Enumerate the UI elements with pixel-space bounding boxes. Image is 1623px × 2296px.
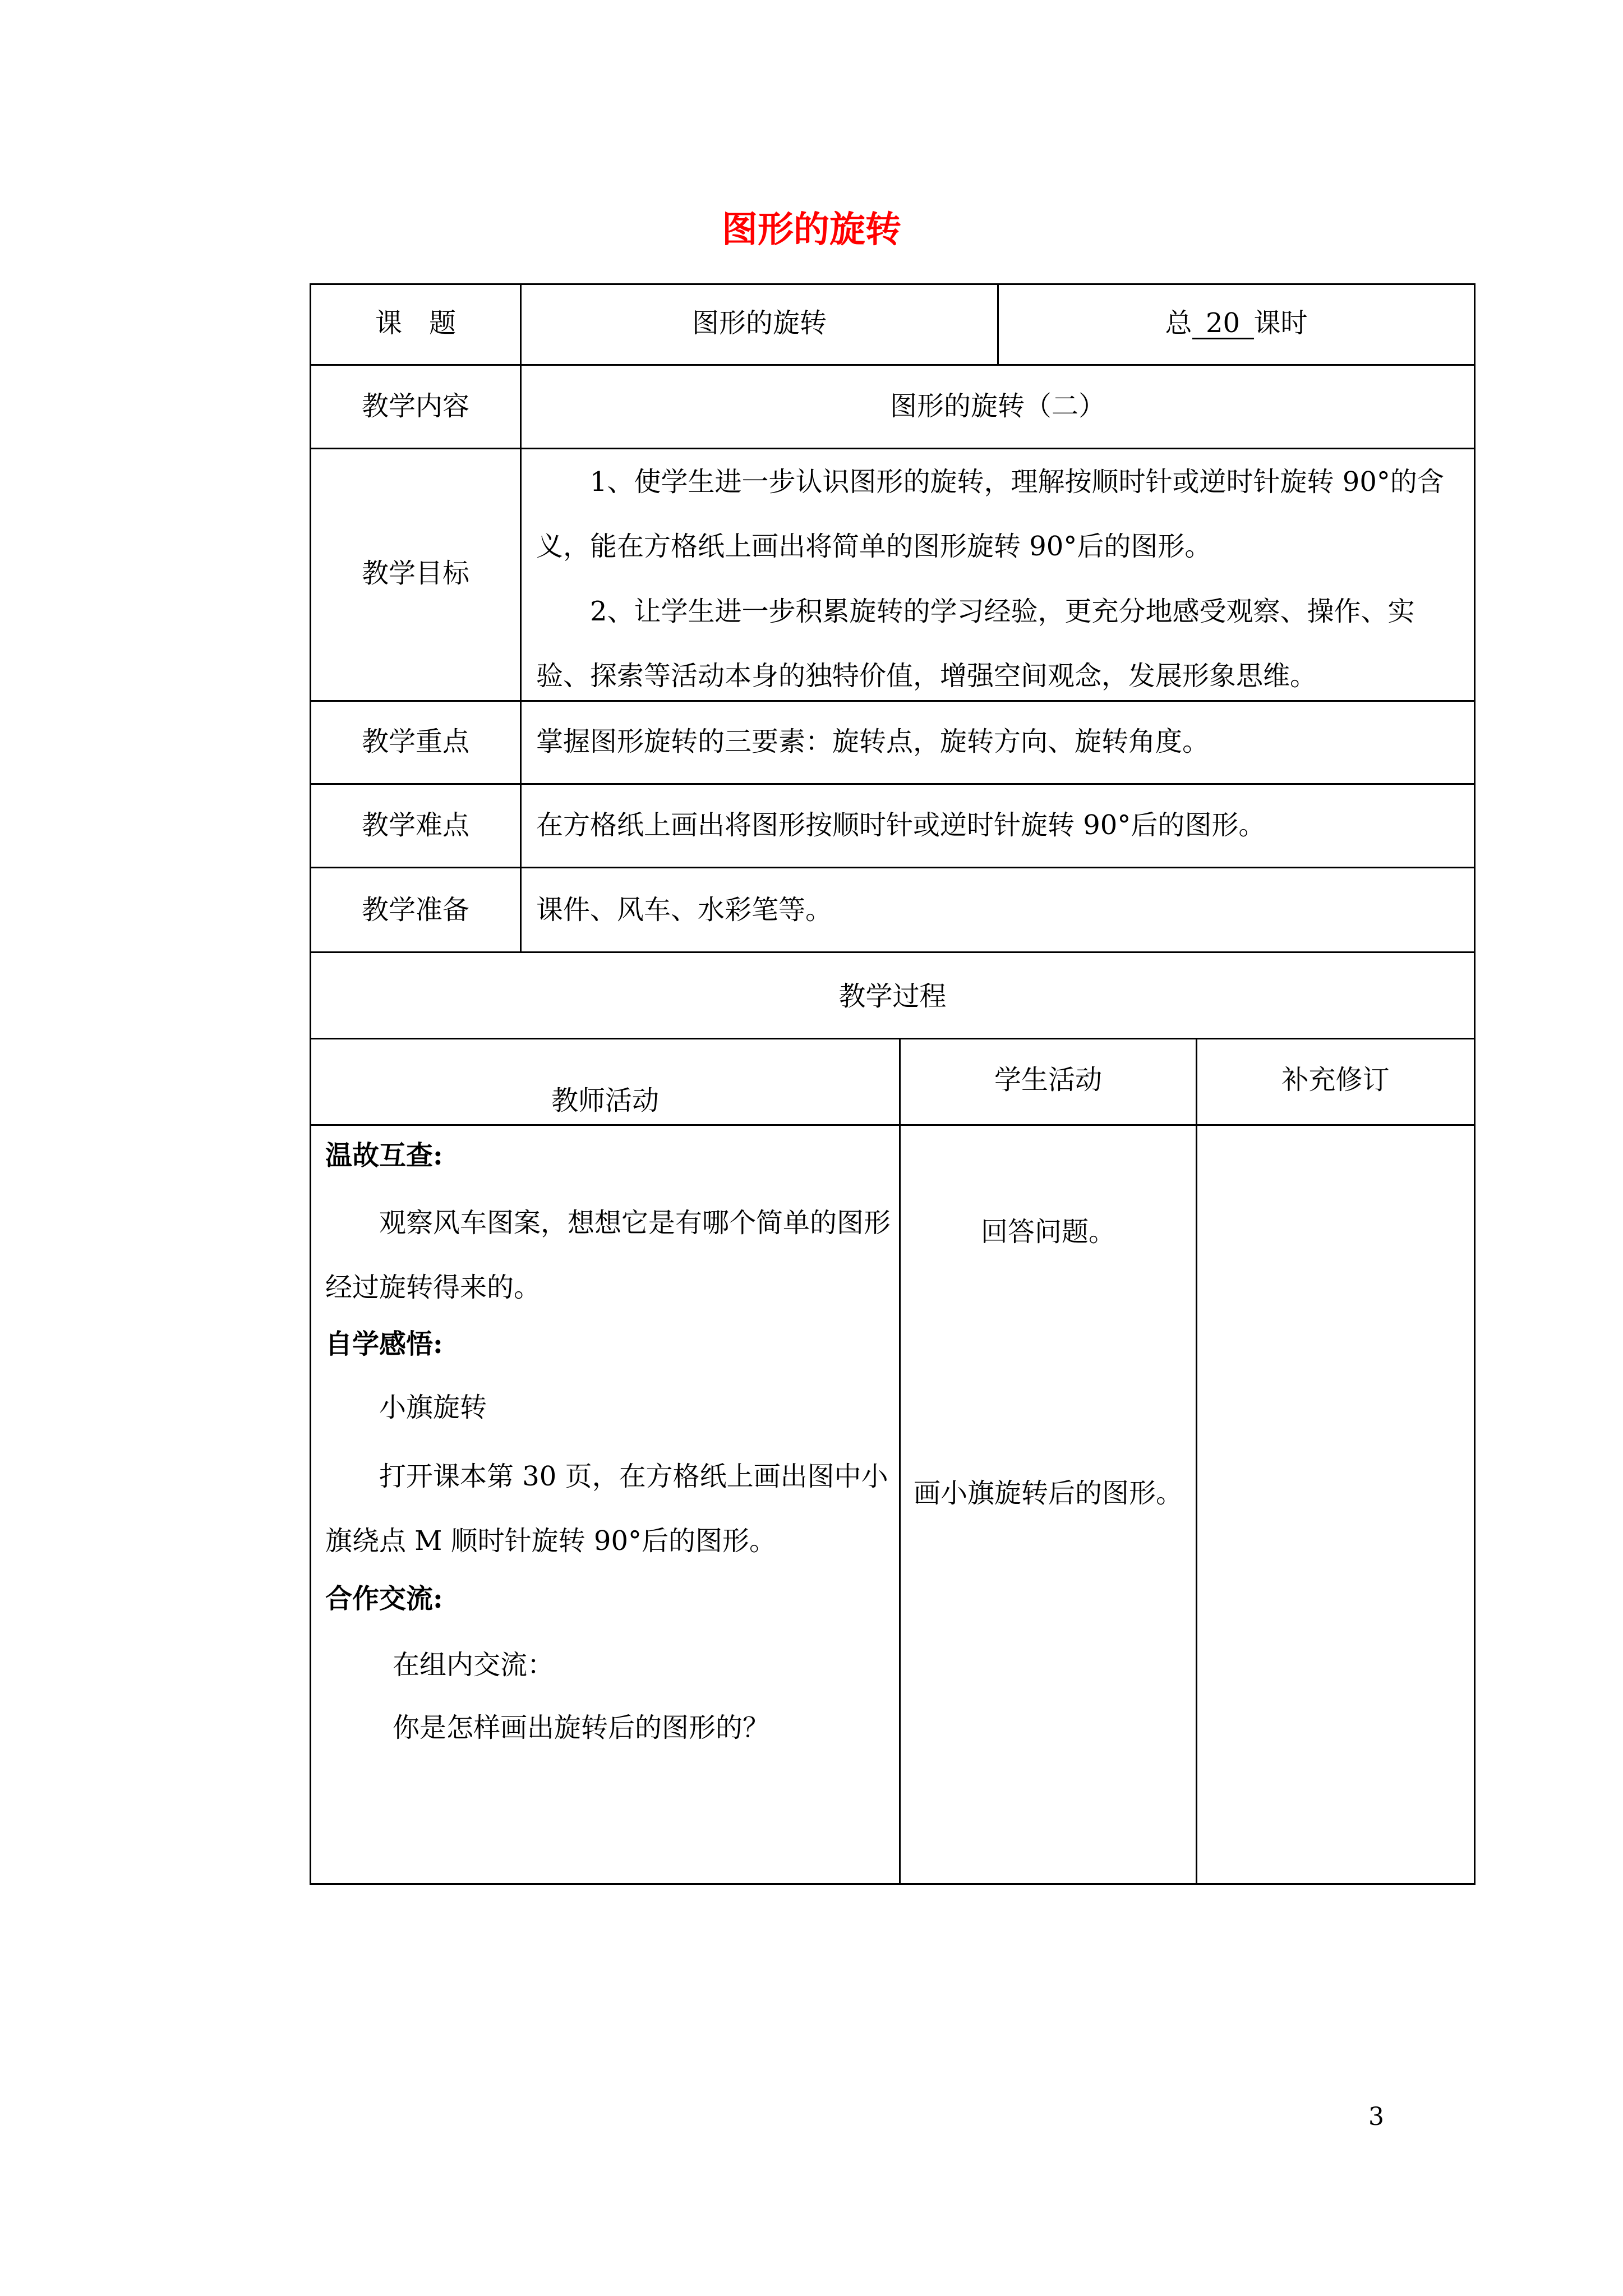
total-suffix: 课时: [1253, 307, 1308, 339]
subject-label: 课 题: [375, 307, 456, 339]
student-answer-2: 画小旗旋转后的图形。: [913, 1478, 1183, 1509]
row-divider: [310, 783, 1476, 785]
difficulty-label: 教学难点: [361, 809, 469, 841]
preparation-label: 教学准备: [361, 894, 469, 926]
row-divider: [310, 1038, 1476, 1039]
self-study-heading: 自学感悟:: [325, 1328, 443, 1360]
key-points-value: 掌握图形旋转的三要素：旋转点，旋转方向、旋转角度。: [536, 726, 1210, 757]
total-lessons: [999, 307, 1474, 339]
row-divider: [310, 867, 1476, 868]
preparation-value: 课件、风车、水彩笔等。: [536, 894, 833, 926]
column-divider: [1196, 1038, 1197, 1884]
column-divider: [520, 283, 522, 953]
content-value: 图形的旋转（二）: [889, 390, 1105, 422]
revision-header: 补充修订: [1281, 1064, 1390, 1096]
cooperation-heading: 合作交流:: [325, 1583, 443, 1614]
row-divider: [310, 951, 1476, 953]
review-text: 观察风车图案，想想它是有哪个简单的图形经过旋转得来的。: [325, 1207, 891, 1303]
self-study-text: 打开课本第 30 页，在方格纸上画出图中小旗绕点 M 顺时针旋转 90°后的图形。: [325, 1461, 888, 1557]
subject-value: 图形的旋转: [691, 307, 827, 339]
cooperation-line-2: 你是怎样画出旋转后的图形的？: [393, 1712, 770, 1743]
student-activity-header: 学生活动: [994, 1064, 1102, 1096]
row-divider: [310, 1124, 1476, 1126]
teacher-activity-header: 教师活动: [551, 1085, 659, 1116]
cooperation-line-1: 在组内交流：: [393, 1649, 555, 1681]
self-study-subheading: 小旗旋转: [379, 1392, 487, 1423]
goals-label: 教学目标: [361, 558, 469, 589]
page-title: 图形的旋转: [722, 209, 901, 251]
review-heading: 温故互查:: [325, 1140, 443, 1171]
goal-1: 1、使学生进一步认识图形的旋转，理解按顺时针或逆时针旋转 90°的含义，能在方格纸上画出将简单的图形旋转 90°后的图形。: [536, 466, 1444, 562]
total-prefix: 总: [1165, 307, 1192, 339]
key-points-label: 教学重点: [361, 726, 469, 757]
row-divider: [310, 364, 1476, 366]
content-label: 教学内容: [361, 390, 469, 422]
total-value: 20: [1192, 310, 1254, 339]
goal-2: 2、让学生进一步积累旋转的学习经验，更充分地感受观察、操作、实验、探索等活动本身的独特价值，增强空间观念，发展形象思维。: [536, 596, 1415, 692]
column-divider: [899, 1038, 901, 1884]
difficulty-value: 在方格纸上画出将图形按顺时针或逆时针旋转 90°后的图形。: [536, 809, 1266, 841]
row-divider: [310, 448, 1476, 449]
process-heading: 教学过程: [838, 981, 947, 1012]
page-number: 3: [1368, 2102, 1384, 2131]
student-answer-1: 回答问题。: [980, 1216, 1115, 1248]
